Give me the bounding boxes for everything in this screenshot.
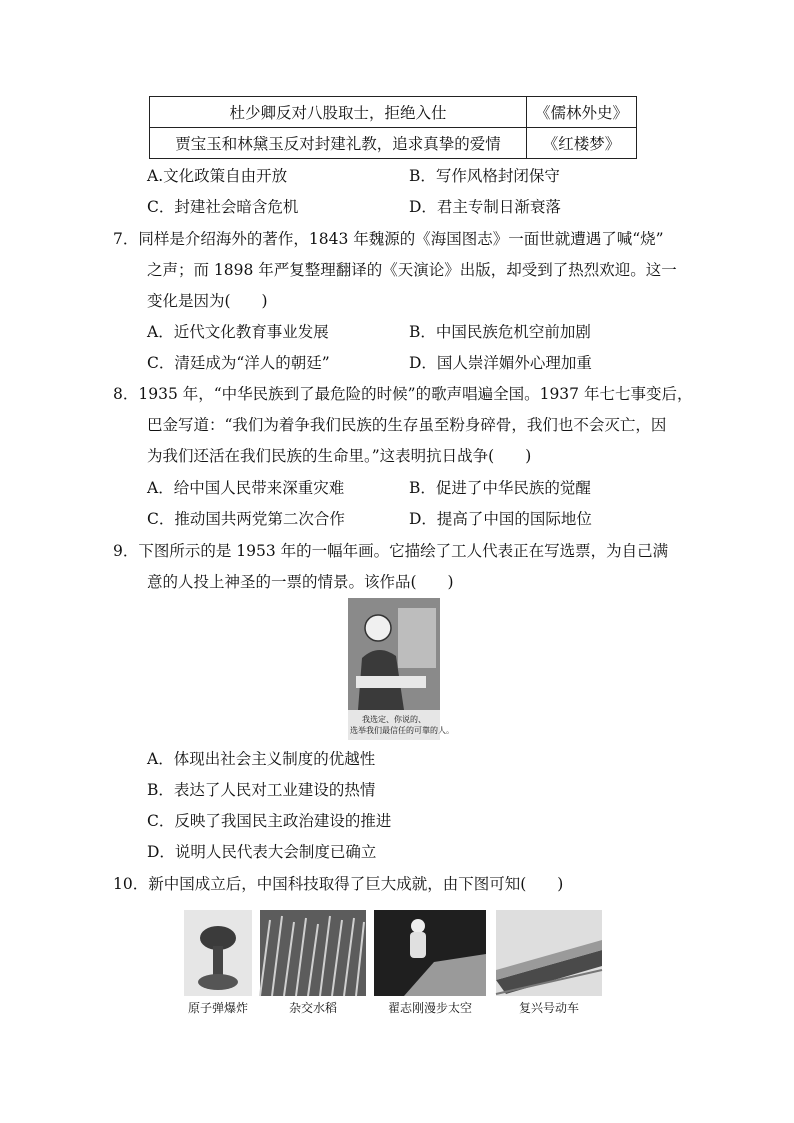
q9-stem-line-2: 意的人投上神圣的一票的情景。该作品( ) xyxy=(147,573,454,591)
q8-stem-line-1: 8．1935 年，“中华民族到了最危险的时候”的歌声唱遍全国。1937 年七七事变后， xyxy=(113,385,693,403)
q7-option-c: C．清廷成为“洋人的朝廷” xyxy=(147,354,330,372)
q8-stem-line-3: 为我们还活在我们民族的生命里。”这表明抗日战争( ) xyxy=(147,447,532,465)
q8-option-d: D．提高了中国的国际地位 xyxy=(409,510,592,528)
q6-option-b: B．写作风格封闭保守 xyxy=(409,167,560,185)
atomic-bomb-photo xyxy=(184,910,252,996)
photo-caption: 复兴号动车 xyxy=(518,1001,579,1015)
q9-option-d: D．说明人民代表大会制度已确立 xyxy=(147,843,377,861)
q8-option-c: C．推动国共两党第二次合作 xyxy=(147,510,345,528)
photo-caption: 原子弹爆炸 xyxy=(187,1001,248,1015)
q6-option-c: C．封建社会暗含危机 xyxy=(147,198,299,216)
table-cell-event: 贾宝玉和林黛玉反对封建礼教，追求真挚的爱情 xyxy=(150,128,527,159)
q7-stem-line-1: 7．同样是介绍海外的著作，1843 年魏源的《海国图志》一面世就遭遇了喊“烧” xyxy=(113,230,664,248)
table-cell-event: 杜少卿反对八股取士，拒绝入仕 xyxy=(150,97,527,128)
q9-option-a: A．体现出社会主义制度的优越性 xyxy=(147,750,376,768)
table-cell-book: 《儒林外史》 xyxy=(527,97,637,128)
q9-option-c: C．反映了我国民主政治建设的推进 xyxy=(147,812,392,830)
spacewalk-photo xyxy=(374,910,486,996)
table-row xyxy=(150,97,637,128)
rice-field-icon xyxy=(260,910,366,996)
q8-option-b: B．促进了中华民族的觉醒 xyxy=(409,479,591,497)
train-icon xyxy=(496,910,602,996)
q7-option-b: B．中国民族危机空前加剧 xyxy=(409,323,591,341)
q7-option-a: A．近代文化教育事业发展 xyxy=(147,323,329,341)
q10-stem: 10．新中国成立后，中国科技取得了巨大成就，由下图可知( ) xyxy=(113,875,564,893)
q7-option-d: D．国人崇洋媚外心理加重 xyxy=(409,354,592,372)
fuxing-train-photo xyxy=(496,910,602,996)
q8-stem-line-2: 巴金写道：“我们为着争我们民族的生存虽至粉身碎骨，我们也不会灭亡，因 xyxy=(147,416,667,434)
q8-option-a: A．给中国人民带来深重灾难 xyxy=(147,479,345,497)
q9-option-b: B．表达了人民对工业建设的热情 xyxy=(147,781,376,799)
q7-stem-line-3: 变化是因为( ) xyxy=(147,292,268,310)
q6-option-d: D．君主专制日渐衰落 xyxy=(409,198,561,216)
mushroom-cloud-icon xyxy=(184,910,252,996)
table-row xyxy=(150,128,637,159)
election-poster-image xyxy=(348,598,454,740)
q7-stem-line-2: 之声；而 1898 年严复整理翻译的《天演论》出版，却受到了热烈欢迎。这一 xyxy=(147,261,677,279)
poster-caption-line-1: 我选定、你说的、 xyxy=(362,715,426,724)
q6-option-a: A.文化政策自由开放 xyxy=(147,167,288,185)
poster-caption-line-2: 选举我们最信任的可靠的人。 xyxy=(350,726,454,735)
works-table xyxy=(149,96,637,159)
hybrid-rice-photo xyxy=(260,910,366,996)
photo-caption: 翟志刚漫步太空 xyxy=(387,1001,472,1015)
q9-stem-line-1: 9．下图所示的是 1953 年的一幅年画。它描绘了工人代表正在写选票，为自己满 xyxy=(113,542,669,560)
photo-caption: 杂交水稻 xyxy=(288,1001,337,1015)
table-cell-book: 《红楼梦》 xyxy=(527,128,637,159)
astronaut-icon xyxy=(374,910,486,996)
